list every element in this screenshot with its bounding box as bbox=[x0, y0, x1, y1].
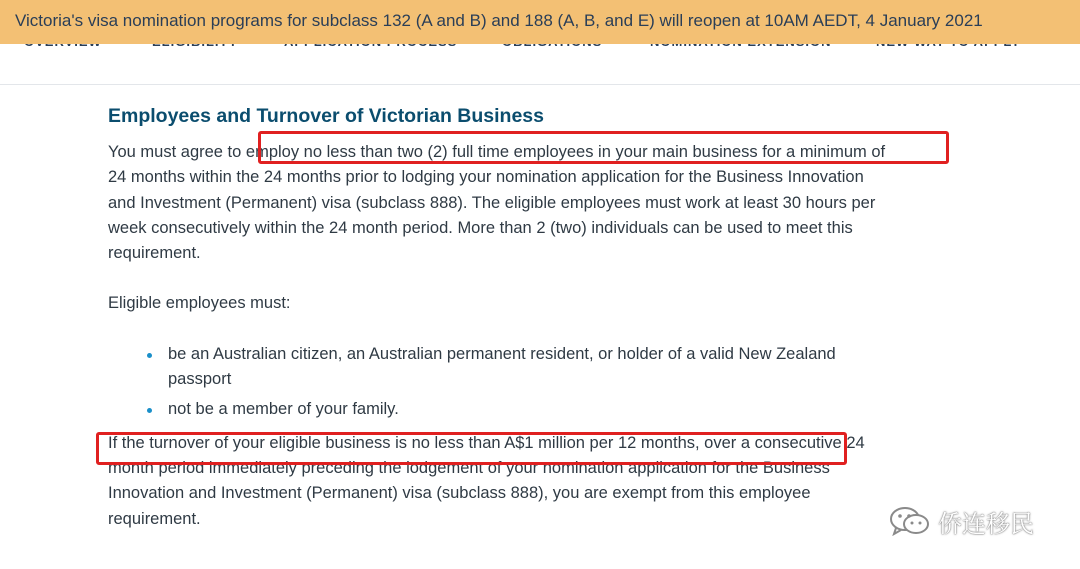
turnover-exemption-paragraph: If the turnover of your eligible business is no less than A$1 million per 12 months, over a consecutive 24 month period immediately preceding the lodgement of your nomination application for the Business Innovation and Investment (Permanent) visa (subclass 888), you are exempt from this employee requirement. bbox=[108, 433, 865, 528]
list-item-text: be an Australian citizen, an Australian permanent resident, or holder of a valid New Zealand passport bbox=[168, 344, 836, 389]
alert-banner-text: Victoria's visa nomination programs for subclass 132 (A and B) and 188 (A, B, and E) will reopen at 10AM AEDT, 4 January 2021 bbox=[15, 11, 983, 30]
bullet-icon bbox=[147, 353, 152, 358]
list-item-text: not be a member of your family. bbox=[168, 400, 399, 419]
eligibility-list bbox=[108, 342, 888, 423]
list-item bbox=[168, 397, 888, 422]
watermark-text: 侨连移民 bbox=[938, 510, 1034, 538]
list-item bbox=[168, 342, 888, 393]
eligible-employees-intro: Eligible employees must: bbox=[108, 294, 291, 313]
wechat-icon bbox=[888, 506, 932, 536]
main-content bbox=[108, 102, 888, 532]
bullet-icon bbox=[147, 408, 152, 413]
watermark bbox=[888, 506, 1034, 536]
section-heading: Employees and Turnover of Victorian Business bbox=[108, 105, 544, 127]
employee-requirement-paragraph: You must agree to employ no less than two (2) full time employees in your main business for a minimum of 24 months within the 24 months prior to lodging your nomination application for the Business Innovation and Investment (Permanent) visa (subclass 888). The eligible employees must work at least 30 hours per week consecutively within the 24 month period. More than 2 (two) individuals can be used to meet this requirement. bbox=[108, 143, 886, 263]
alert-banner bbox=[0, 0, 1080, 44]
